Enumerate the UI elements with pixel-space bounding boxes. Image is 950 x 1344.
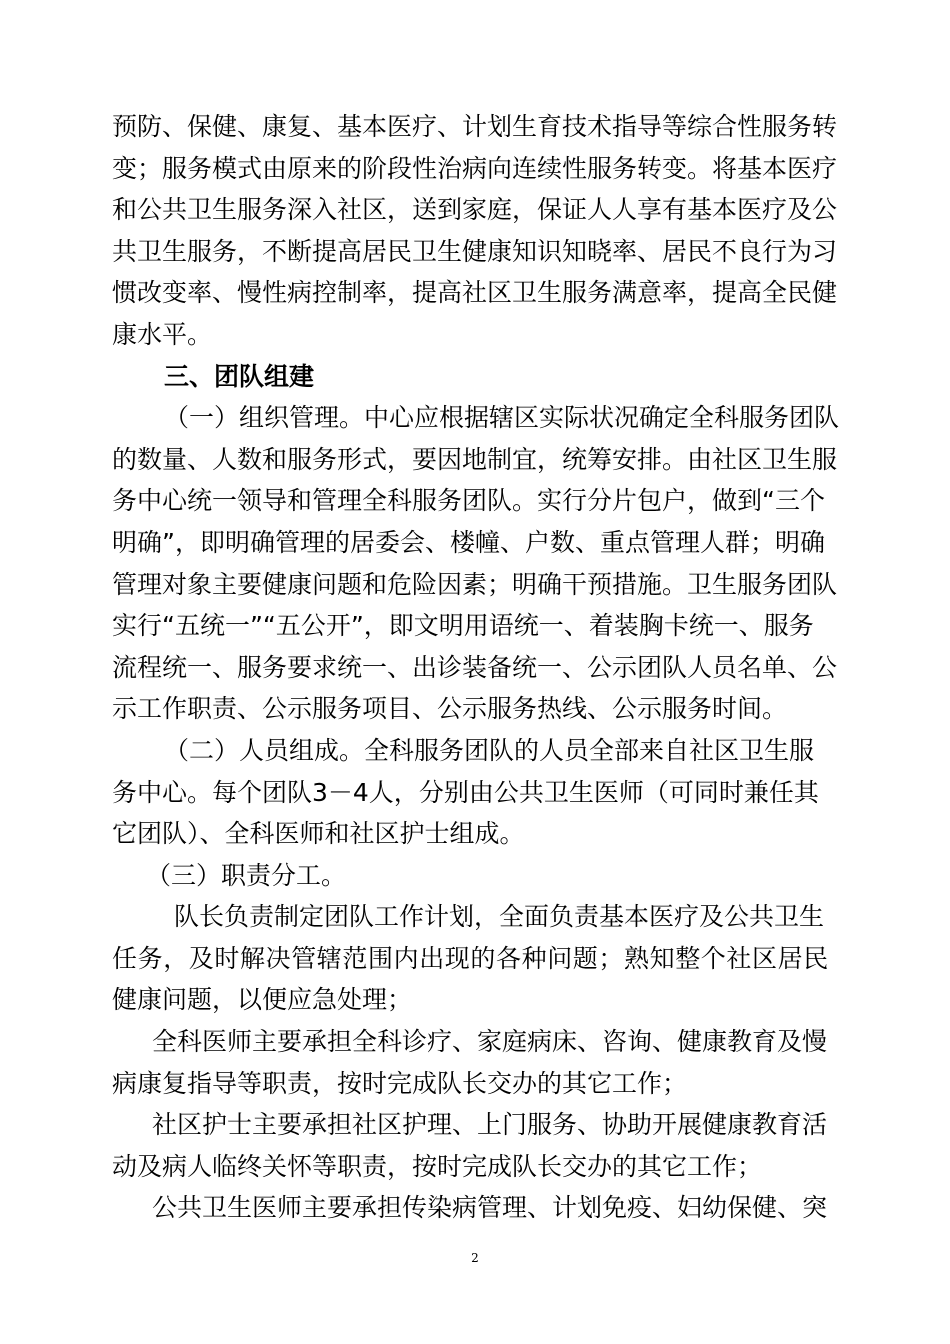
text-line: 全科医师主要承担全科诊疗、家庭病床、咨询、健康教育及慢 (152, 1027, 828, 1057)
page-number: 2 (471, 1251, 479, 1265)
text-line: 任务，及时解决管辖范围内出现的各种问题；熟知整个社区居民 (112, 943, 829, 973)
text-line: 康水平。 (112, 319, 213, 349)
text-line: 务中心统一领导和管理全科服务团队。实行分片包户，做到“三个 (112, 486, 825, 516)
text-line: 社区护士主要承担社区护理、上门服务、协助开展健康教育活 (152, 1110, 828, 1140)
section-heading: 三、团队组建 (164, 361, 315, 391)
text-line: 和公共卫生服务深入社区，送到家庭，保证人人享有基本医疗及公 (112, 195, 838, 225)
text-line: 公共卫生医师主要承担传染病管理、计划免疫、妇幼保健、突 (152, 1193, 828, 1223)
text-line: 共卫生服务，不断提高居民卫生健康知识知晓率、居民不良行为习 (112, 236, 838, 266)
text-line: 惯改变率、慢性病控制率，提高社区卫生服务满意率，提高全民健 (112, 278, 838, 308)
text-line: 明确”，即明确管理的居委会、楼幢、户数、重点管理人群；明确 (112, 527, 825, 557)
text-line: （一）组织管理。中心应根据辖区实际状况确定全科服务团队 (164, 403, 840, 433)
text-line: 务中心。每个团队3－4人，分别由公共卫生医师（可同时兼任其 (112, 777, 819, 807)
text-line: （三）职责分工。 (146, 860, 347, 890)
text-line: 病康复指导等职责，按时完成队长交办的其它工作； (112, 1068, 688, 1098)
text-line: 预防、保健、康复、基本医疗、计划生育技术指导等综合性服务转 (112, 112, 838, 141)
text-line: 变；服务模式由原来的阶段性治病向连续性服务转变。将基本医疗 (112, 153, 838, 183)
text-line: 它团队）、全科医师和社区护士组成。 (112, 819, 525, 849)
text-line: 健康问题，以便应急处理； (112, 985, 413, 1015)
text-line: （二）人员组成。全科服务团队的人员全部来自社区卫生服 (164, 735, 815, 765)
text-line: 管理对象主要健康问题和危险因素；明确干预措施。卫生服务团队 (112, 569, 838, 599)
text-line: 队长负责制定团队工作计划，全面负责基本医疗及公共卫生 (174, 902, 825, 932)
text-line: 示工作职责、公示服务项目、公示服务热线、公示服务时间。 (112, 694, 788, 724)
text-line: 流程统一、服务要求统一、出诊装备统一、公示团队人员名单、公 (112, 652, 838, 682)
text-line: 实行“五统一”“五公开”，即文明用语统一、着装胸卡统一、服务 (112, 611, 814, 641)
text-line: 动及病人临终关怀等职责，按时完成队长交办的其它工作； (112, 1151, 763, 1181)
text-line: 的数量、人数和服务形式，要因地制宜，统筹安排。由社区卫生服 (112, 444, 838, 474)
document-body (112, 106, 842, 1229)
